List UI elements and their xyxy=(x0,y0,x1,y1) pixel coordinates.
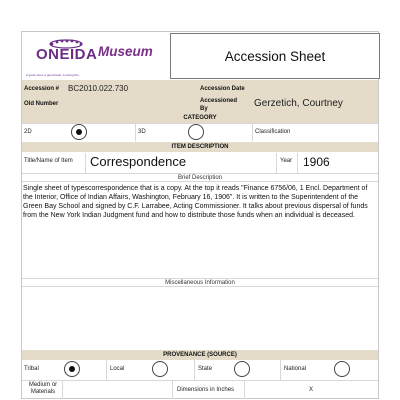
provenance-state-radio[interactable] xyxy=(234,361,250,377)
logo-text: ONEIDA xyxy=(36,46,98,63)
category-3d-radio[interactable] xyxy=(188,124,204,140)
year-value[interactable]: 1906 xyxy=(303,155,330,169)
divider xyxy=(252,123,253,141)
dimensions-separator: X xyxy=(309,387,314,393)
old-number-label: Old Number xyxy=(24,101,59,107)
divider xyxy=(135,123,136,141)
museum-label: Museum xyxy=(98,44,153,59)
dimensions-label: Dimensions in Inches xyxy=(177,387,235,393)
provenance-tribal-label: Tribal xyxy=(24,366,39,372)
title-name-value[interactable]: Correspondence xyxy=(90,154,187,169)
title-name-label: Title/Name of Item xyxy=(24,158,73,164)
item-description-heading: ITEM DESCRIPTION xyxy=(22,142,378,152)
divider xyxy=(244,380,245,399)
brief-description-text[interactable]: Single sheet of typescorrespondence that is a copy. At the top it reads "Finance 6756/06, 1 Encl. Department of the Interior, Office of Indian Affairs, Washington, February 16, 1906". It is written to the Superintendent of the Green Bay School and signed by C.F. Larrabee, Acting Commissioner. It talks about previous dispersal of funds from the New York Indian Judgment fund and how to distribute those funds when an individual is deceased. xyxy=(23,185,368,219)
category-heading: CATEGORY xyxy=(22,113,378,123)
divider xyxy=(106,360,107,380)
accession-number-label: Accession # xyxy=(24,86,60,92)
divider xyxy=(85,153,86,173)
divider xyxy=(194,360,195,380)
medium-materials-label: Medium or Materials xyxy=(28,382,58,395)
divider xyxy=(280,360,281,380)
radio-selected-dot xyxy=(76,129,82,135)
radio-selected-dot xyxy=(69,366,75,372)
category-2d-radio[interactable] xyxy=(71,124,87,140)
page-title: Accession Sheet xyxy=(170,33,380,79)
divider xyxy=(276,153,277,173)
category-3d-label: 3D xyxy=(138,129,146,135)
provenance-national-radio[interactable] xyxy=(334,361,350,377)
logo-tagline: A good mind. A good heart. A strong fire. xyxy=(26,73,80,77)
classification-label: Classification xyxy=(255,129,291,135)
category-2d-label: 2D xyxy=(24,129,32,135)
provenance-tribal-radio[interactable] xyxy=(64,361,80,377)
provenance-heading: PROVENANCE (SOURCE) xyxy=(22,350,378,360)
provenance-state-label: State xyxy=(198,366,213,372)
accession-date-label: Accession Date xyxy=(200,86,245,92)
divider xyxy=(62,380,63,399)
divider xyxy=(297,153,298,173)
divider xyxy=(22,380,378,381)
accession-number-value[interactable]: BC2010.022.730 xyxy=(68,84,129,93)
brief-description-label: Brief Description xyxy=(22,173,378,182)
accessioned-by-label: Accessioned By xyxy=(200,98,238,112)
provenance-local-label: Local xyxy=(110,366,125,372)
divider xyxy=(172,380,173,399)
provenance-national-label: National xyxy=(284,366,307,372)
provenance-local-radio[interactable] xyxy=(152,361,168,377)
year-label: Year xyxy=(280,158,293,164)
accession-form xyxy=(21,31,379,399)
misc-info-label: Miscellaneous Information xyxy=(22,278,378,287)
accessioned-by-value[interactable]: Gerzetich, Courtney xyxy=(254,98,343,109)
